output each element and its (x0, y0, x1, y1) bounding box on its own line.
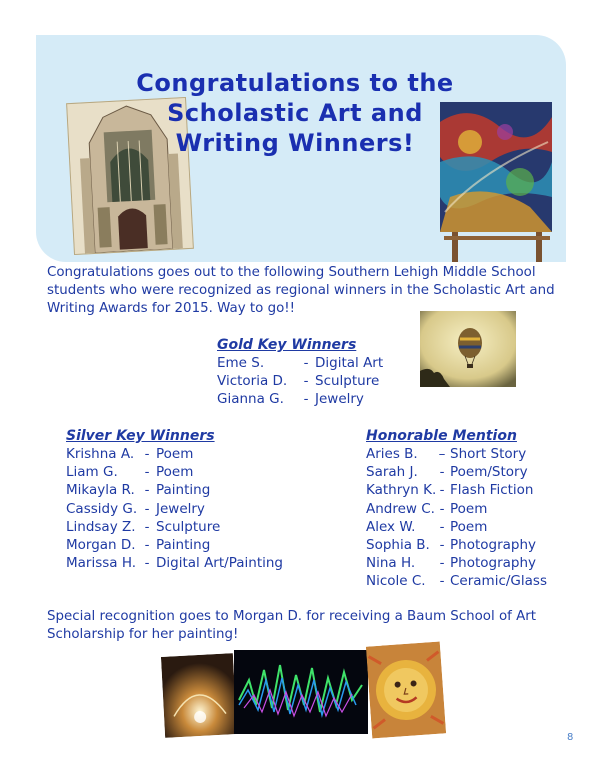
winner-separator: - (439, 482, 445, 499)
digital-art-image (234, 650, 368, 734)
winner-row (366, 554, 547, 572)
winner-award: Poem (450, 500, 488, 517)
winner-award: Poem (450, 518, 488, 535)
winner-name: Victoria D. (217, 373, 288, 390)
winner-separator: - (303, 373, 309, 390)
winner-row (66, 518, 283, 536)
winner-separator: - (439, 518, 445, 535)
winner-separator: - (439, 537, 445, 554)
hot-air-balloon-image (420, 311, 516, 387)
winner-award: Jewelry (315, 391, 364, 408)
winner-name: Gianna G. (217, 391, 284, 408)
winner-row (366, 500, 547, 518)
easel-image (444, 232, 550, 262)
gold-key-list (217, 336, 383, 409)
winner-award: Short Story (450, 446, 527, 462)
winner-row (366, 536, 547, 554)
silver-key-list (66, 427, 283, 572)
winner-award: Poem (156, 446, 194, 462)
sun-mosaic-image (366, 642, 446, 739)
intro-paragraph: Congratulations goes out to the following Southern Lehigh Middle School students who were recognized as regional winners in the Scholastic Art and Writing Awards for 2015. Way to go!! (47, 265, 555, 316)
winner-name: Mikayla R. (66, 482, 135, 499)
honorable-mention-heading: Honorable Mention (366, 428, 517, 444)
winner-name: Kathryn K. (366, 482, 437, 499)
winner-separator: - (144, 500, 150, 517)
winner-separator: - (439, 500, 445, 517)
winner-row (366, 445, 547, 463)
winner-name: Nicole C. (366, 573, 426, 590)
winner-separator: - (439, 555, 445, 572)
winner-award: Poem (156, 464, 194, 481)
winner-separator: - (303, 391, 309, 408)
winner-name: Sarah J. (366, 464, 418, 481)
winner-name: Eme S. (217, 355, 265, 371)
winner-award: Sculpture (156, 518, 221, 535)
winner-award: Poem/Story (450, 464, 528, 481)
winner-name: Aries B. (366, 446, 418, 462)
winner-award: Digital Art/Painting (156, 555, 283, 572)
page-number: 8 (567, 732, 574, 743)
winner-award: Painting (156, 482, 211, 499)
winner-row (66, 554, 283, 572)
winner-name: Cassidy G. (66, 500, 138, 517)
winner-name: Nina H. (366, 555, 416, 572)
winner-award: Jewelry (156, 500, 205, 517)
winner-separator: - (144, 518, 150, 535)
winner-row (366, 518, 547, 536)
winner-row (66, 536, 283, 554)
winner-award: Photography (450, 537, 537, 554)
winner-separator: - (439, 573, 445, 590)
glass-sculpture-image (161, 653, 237, 738)
winner-row (66, 445, 283, 463)
winner-row (366, 481, 547, 499)
winner-name: Krishna A. (66, 446, 135, 462)
winner-separator: - (144, 446, 150, 462)
winner-separator: - (144, 537, 150, 554)
winner-separator: - (144, 482, 150, 499)
winner-name: Sophia B. (366, 537, 430, 554)
silver-key-heading: Silver Key Winners (66, 428, 215, 444)
winner-award: Ceramic/Glass (450, 573, 547, 590)
winner-name: Alex W. (366, 518, 416, 535)
winner-separator: - (144, 464, 150, 481)
winner-name: Liam G. (66, 464, 118, 481)
winner-separator: - (144, 555, 150, 572)
winner-name: Lindsay Z. (66, 518, 136, 535)
winner-award: Flash Fiction (450, 482, 534, 499)
winner-row (66, 500, 283, 518)
honorable-mention-list (366, 427, 547, 591)
winner-row (66, 481, 283, 499)
abstract-painting-image (440, 102, 552, 232)
winner-row (66, 463, 283, 481)
winner-row (217, 354, 383, 372)
winner-separator: - (439, 464, 445, 481)
winner-name: Marissa H. (66, 555, 137, 572)
winner-row (217, 390, 383, 408)
winner-separator: – (438, 446, 446, 462)
winner-row (366, 463, 547, 481)
gold-key-heading: Gold Key Winners (217, 337, 357, 353)
winner-award: Sculpture (315, 373, 380, 390)
winner-award: Painting (156, 537, 211, 554)
winner-name: Andrew C. (366, 500, 435, 517)
page-title: Congratulations to the Scholastic Art and Writing Winners! (136, 69, 454, 157)
winner-row (217, 372, 383, 390)
winner-separator: - (303, 355, 309, 371)
winner-award: Photography (450, 555, 537, 572)
winner-name: Morgan D. (66, 537, 136, 554)
winner-row (366, 572, 547, 590)
special-recognition-paragraph: Special recognition goes to Morgan D. for receiving a Baum School of Art Scholarship for her painting! (47, 609, 537, 642)
winner-award: Digital Art (315, 355, 384, 371)
